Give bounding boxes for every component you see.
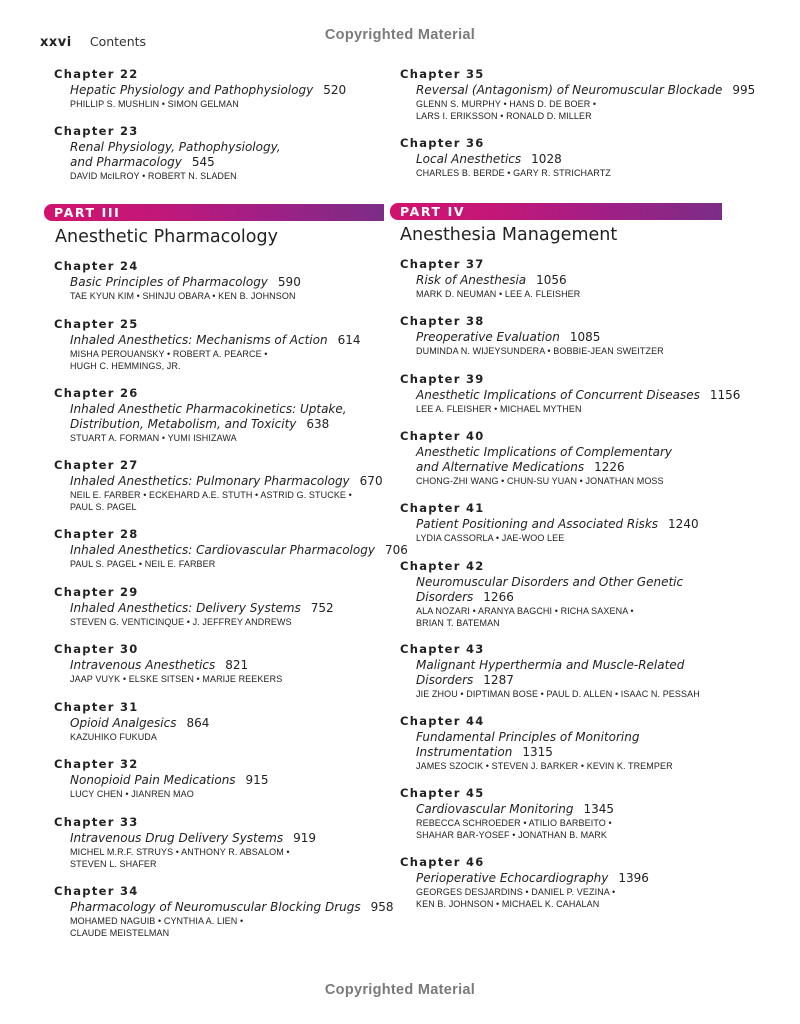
page-ref: 821 — [225, 658, 249, 672]
chapter-title: Inhaled Anesthetics: Delivery Systems 752 — [70, 601, 334, 615]
page-ref: 1028 — [531, 152, 562, 166]
chapter-title-cont: Distribution, Metabolism, and Toxicity 638 — [70, 417, 330, 431]
toc-entry-chapter-22[interactable] — [54, 67, 346, 110]
chapter-title-cont: and Alternative Medications 1226 — [416, 460, 625, 474]
chapter-authors: KAZUHIKO FUKUDA — [70, 732, 158, 742]
chapter-authors: TAE KYUN KIM • SHINJU OBARA • KEN B. JOHNSON — [70, 291, 296, 301]
chapter-title: Perioperative Echocardiography 1396 — [416, 871, 649, 885]
toc-entry-chapter-32[interactable] — [54, 757, 268, 800]
chapter-authors: JIE ZHOU • DIPTIMAN BOSE • PAUL D. ALLEN • ISAAC N. PESSAH — [416, 689, 700, 699]
page-ref: 915 — [245, 773, 269, 787]
chapter-authors: CHARLES B. BERDE • GARY R. STRICHARTZ — [416, 168, 611, 178]
page-header — [40, 34, 146, 50]
toc-entry-chapter-37[interactable] — [400, 257, 580, 300]
chapter-title-cont: Instrumentation 1315 — [416, 745, 553, 759]
chapter-title-cont: and Pharmacology 545 — [70, 155, 215, 169]
chapter-authors: LUCY CHEN • JIANREN MAO — [70, 789, 194, 799]
toc-entry-chapter-23[interactable] — [54, 124, 281, 182]
page-ref: 1315 — [522, 745, 553, 759]
chapter-label: Chapter 37 — [400, 257, 485, 271]
page-ref: 670 — [359, 474, 383, 488]
toc-entry-chapter-25[interactable] — [54, 317, 360, 372]
page-ref: 590 — [277, 275, 301, 289]
toc-entry-chapter-42[interactable] — [400, 559, 683, 629]
chapter-label: Chapter 44 — [400, 714, 485, 728]
chapter-title: Malignant Hyperthermia and Muscle-Related — [416, 658, 685, 672]
part-label: PART III — [54, 205, 121, 220]
chapter-title: Inhaled Anesthetics: Pulmonary Pharmacology 670 — [70, 474, 383, 488]
chapter-label: Chapter 29 — [54, 585, 139, 599]
toc-entry-chapter-40[interactable] — [400, 429, 672, 487]
chapter-authors: LYDIA CASSORLA • JAE-WOO LEE — [416, 533, 565, 543]
page-ref: 919 — [293, 831, 316, 845]
chapter-authors: LEE A. FLEISHER • MICHAEL MYTHEN — [416, 404, 582, 414]
part-label: PART IV — [400, 204, 466, 219]
page-number: xxvi — [40, 35, 72, 50]
page-ref: 864 — [186, 716, 210, 730]
chapter-title: Pharmacology of Neuromuscular Blocking Drugs 958 — [70, 900, 394, 914]
chapter-label: Chapter 30 — [54, 642, 139, 656]
chapter-authors: GLENN S. MURPHY • HANS D. DE BOER • — [416, 99, 597, 109]
toc-entry-chapter-29[interactable] — [54, 585, 334, 628]
part-iv-banner — [390, 203, 722, 220]
chapter-title: Preoperative Evaluation 1085 — [416, 330, 601, 344]
copyright-watermark-bottom: Copyrighted Material — [324, 982, 476, 998]
toc-entry-chapter-45[interactable] — [400, 786, 614, 841]
chapter-title: Anesthetic Implications of Concurrent Diseases 1156 — [416, 388, 741, 402]
chapter-authors-cont: HUGH C. HEMMINGS, JR. — [70, 361, 181, 371]
chapter-label: Chapter 25 — [54, 317, 139, 331]
chapter-label: Chapter 32 — [54, 757, 139, 771]
toc-entry-chapter-36[interactable] — [400, 136, 611, 179]
chapter-authors-cont: BRIAN T. BATEMAN — [416, 618, 500, 628]
chapter-title-cont: Disorders 1266 — [416, 590, 514, 604]
chapter-authors: PHILLIP S. MUSHLIN • SIMON GELMAN — [70, 99, 239, 109]
page-ref: 995 — [732, 83, 756, 97]
chapter-label: Chapter 38 — [400, 314, 485, 328]
chapter-label: Chapter 34 — [54, 884, 139, 898]
toc-entry-chapter-44[interactable] — [400, 714, 673, 772]
page-ref: 706 — [384, 543, 408, 557]
chapter-authors: ALA NOZARI • ARANYA BAGCHI • RICHA SAXENA • — [416, 606, 634, 616]
chapter-authors: JAAP VUYK • ELSKE SITSEN • MARIJE REEKERS — [70, 674, 283, 684]
chapter-title: Cardiovascular Monitoring 1345 — [416, 802, 615, 816]
chapter-label: Chapter 31 — [54, 700, 139, 714]
chapter-authors-cont: PAUL S. PAGEL — [70, 502, 137, 512]
chapter-authors: MISHA PEROUANSKY • ROBERT A. PEARCE • — [70, 349, 268, 359]
chapter-title: Reversal (Antagonism) of Neuromuscular Blockade 995 — [416, 83, 756, 97]
page-ref: 520 — [323, 83, 347, 97]
page-ref: 1156 — [709, 388, 741, 402]
page-ref: 1396 — [618, 871, 649, 885]
chapter-label: Chapter 39 — [400, 372, 485, 386]
chapter-label: Chapter 41 — [400, 501, 485, 515]
chapter-authors-cont: SHAHAR BAR-YOSEF • JONATHAN B. MARK — [416, 830, 608, 840]
chapter-title: Local Anesthetics 1028 — [416, 152, 562, 166]
chapter-authors: PAUL S. PAGEL • NEIL E. FARBER — [70, 559, 216, 569]
page-ref: 1287 — [483, 673, 514, 687]
chapter-label: Chapter 24 — [54, 259, 139, 273]
chapter-title: Inhaled Anesthetics: Cardiovascular Pharmacology 706 — [70, 543, 408, 557]
page-ref: 1266 — [483, 590, 514, 604]
chapter-authors: MARK D. NEUMAN • LEE A. FLEISHER — [416, 289, 581, 299]
chapter-authors: MOHAMED NAGUIB • CYNTHIA A. LIEN • — [70, 916, 244, 926]
toc-entry-chapter-35[interactable] — [400, 67, 755, 122]
page-ref: 545 — [191, 155, 215, 169]
part-iv-name: Anesthesia Management — [400, 225, 618, 245]
chapter-authors: DUMINDA N. WIJEYSUNDERA • BOBBIE-JEAN SWEITZER — [416, 346, 664, 356]
chapter-label: Chapter 45 — [400, 786, 485, 800]
toc-entry-chapter-39[interactable] — [400, 372, 740, 415]
page-ref: 638 — [306, 417, 330, 431]
toc-entry-chapter-27[interactable] — [54, 458, 383, 513]
chapter-authors-cont: STEVEN L. SHAFER — [70, 859, 157, 869]
chapter-title: Anesthetic Implications of Complementary — [416, 445, 673, 459]
chapter-title: Intravenous Drug Delivery Systems 919 — [70, 831, 316, 845]
toc-entry-chapter-28[interactable] — [54, 527, 408, 570]
chapter-label: Chapter 40 — [400, 429, 485, 443]
chapter-title: Inhaled Anesthetic Pharmacokinetics: Uptake, — [70, 402, 347, 416]
chapter-title: Neuromuscular Disorders and Other Genetic — [416, 575, 684, 589]
chapter-authors: MICHEL M.R.F. STRUYS • ANTHONY R. ABSALOM • — [70, 847, 290, 857]
chapter-title: Hepatic Physiology and Pathophysiology 520 — [70, 83, 347, 97]
chapter-authors: JAMES SZOCIK • STEVEN J. BARKER • KEVIN K. TREMPER — [416, 761, 673, 771]
part-iii-banner — [44, 204, 384, 221]
part-iii-name: Anesthetic Pharmacology — [55, 227, 278, 247]
chapter-authors: STUART A. FORMAN • YUMI ISHIZAWA — [70, 433, 237, 443]
page-ref: 1345 — [583, 802, 615, 816]
toc-entry-chapter-46[interactable] — [400, 855, 649, 910]
toc-entry-chapter-33[interactable] — [54, 815, 316, 870]
chapter-title: Nonopioid Pain Medications 915 — [70, 773, 269, 787]
page-ref: 1226 — [594, 460, 625, 474]
toc-entry-chapter-30[interactable] — [54, 642, 282, 685]
chapter-title: Inhaled Anesthetics: Mechanisms of Action 614 — [70, 333, 361, 347]
chapter-title: Risk of Anesthesia 1056 — [416, 273, 567, 287]
page-ref: 752 — [310, 601, 334, 615]
page-ref: 1056 — [536, 273, 567, 287]
chapter-title: Renal Physiology, Pathophysiology, — [70, 140, 281, 154]
page-ref: 1085 — [569, 330, 601, 344]
chapter-label: Chapter 36 — [400, 136, 485, 150]
chapter-label: Chapter 28 — [54, 527, 139, 541]
chapter-authors: CHONG-ZHI WANG • CHUN-SU YUAN • JONATHAN MOSS — [416, 476, 664, 486]
chapter-title: Patient Positioning and Associated Risks 1240 — [416, 517, 699, 531]
toc-entry-chapter-41[interactable] — [400, 501, 699, 544]
page-ref: 614 — [337, 333, 361, 347]
chapter-label: Chapter 33 — [54, 815, 139, 829]
chapter-label: Chapter 46 — [400, 855, 485, 869]
chapter-authors: NEIL E. FARBER • ECKEHARD A.E. STUTH • ASTRID G. STUCKE • — [70, 490, 352, 500]
section-title: Contents — [89, 34, 147, 49]
chapter-title: Intravenous Anesthetics 821 — [70, 658, 249, 672]
chapter-label: Chapter 23 — [54, 124, 139, 138]
chapter-label: Chapter 35 — [400, 67, 485, 81]
chapter-label: Chapter 43 — [400, 642, 485, 656]
chapter-label: Chapter 22 — [54, 67, 139, 81]
chapter-label: Chapter 26 — [54, 386, 139, 400]
chapter-title: Opioid Analgesics 864 — [70, 716, 210, 730]
chapter-authors: DAVID McILROY • ROBERT N. SLADEN — [70, 171, 237, 181]
chapter-title: Fundamental Principles of Monitoring — [416, 730, 640, 744]
chapter-authors: STEVEN G. VENTICINQUE • J. JEFFREY ANDREWS — [70, 617, 292, 627]
chapter-title-cont: Disorders 1287 — [416, 673, 514, 687]
page-ref: 958 — [370, 900, 394, 914]
toc-entry-chapter-38[interactable] — [400, 314, 664, 357]
chapter-label: Chapter 27 — [54, 458, 139, 472]
page-ref: 1240 — [668, 517, 699, 531]
toc-entry-chapter-43[interactable] — [400, 642, 700, 700]
chapter-title: Basic Principles of Pharmacology 590 — [70, 275, 301, 289]
toc-entry-chapter-31[interactable] — [54, 700, 209, 743]
copyright-watermark-top: Copyrighted Material — [324, 27, 476, 43]
chapter-authors-cont: CLAUDE MEISTELMAN — [70, 928, 170, 938]
toc-entry-chapter-26[interactable] — [54, 386, 347, 444]
chapter-authors: GEORGES DESJARDINS • DANIEL P. VEZINA • — [416, 887, 616, 897]
toc-entry-chapter-34[interactable] — [54, 884, 394, 939]
chapter-authors: REBECCA SCHROEDER • ATILIO BARBEITO • — [416, 818, 612, 828]
chapter-authors-cont: KEN B. JOHNSON • MICHAEL K. CAHALAN — [416, 899, 600, 909]
toc-entry-chapter-24[interactable] — [54, 259, 301, 302]
chapter-label: Chapter 42 — [400, 559, 485, 573]
chapter-authors-cont: LARS I. ERIKSSON • RONALD D. MILLER — [416, 111, 592, 121]
